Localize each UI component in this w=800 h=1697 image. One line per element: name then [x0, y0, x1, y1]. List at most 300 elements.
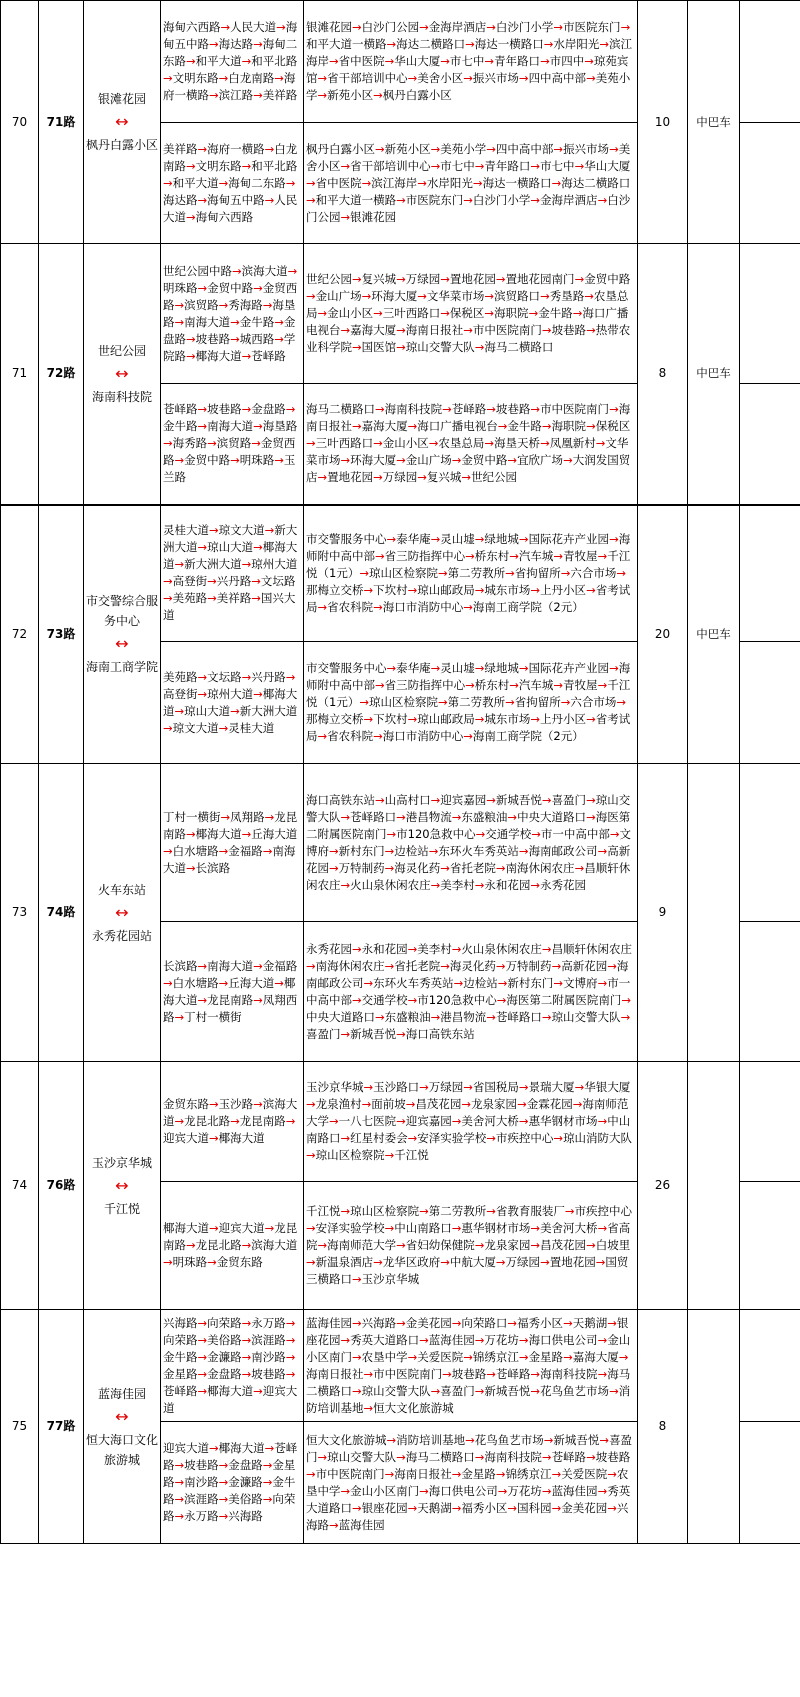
stop-name: 消防培训基地	[396, 1432, 466, 1447]
road-name: 金牛路	[163, 419, 198, 434]
route-termini	[84, 1, 161, 244]
arrow-icon: →	[451, 1466, 462, 1481]
road-name: 永万路	[251, 1315, 286, 1330]
stop-name: 银滩花园	[306, 20, 352, 34]
arrow-icon: →	[574, 272, 585, 286]
stop-name: 海口广播电视台	[417, 419, 498, 434]
stop-name: 金山广场	[405, 453, 452, 468]
road-path	[161, 1422, 304, 1544]
arrow-icon: →	[419, 1204, 429, 1218]
arrow-icon: →	[396, 1238, 406, 1252]
stop-name: 琼山区检察院	[315, 1148, 385, 1162]
road-name: 灵桂大道	[228, 720, 275, 735]
stop-name: 三叶西路口	[315, 436, 374, 451]
road-name: 海达路	[163, 192, 198, 207]
arrow-icon: →	[340, 809, 351, 824]
stop-name: 海师附中高中部	[306, 531, 631, 563]
road-name: 高登街	[172, 574, 208, 589]
stop-name: 金星路	[528, 1349, 564, 1364]
arrow-icon: →	[197, 1383, 208, 1398]
arrow-icon: →	[197, 419, 208, 434]
arrow-icon: →	[363, 975, 374, 990]
arrow-icon: →	[474, 531, 485, 546]
arrow-icon: →	[463, 71, 473, 85]
stop-name: 新温泉酒店	[315, 1255, 374, 1269]
road-name: 明珠路	[163, 280, 198, 295]
stop-name: 美舍河大桥	[540, 1221, 598, 1235]
stop-name: 世纪公园	[471, 470, 518, 485]
arrow-icon: →	[264, 141, 275, 156]
arrow-icon: →	[163, 574, 173, 589]
road-path	[161, 123, 304, 244]
road-name: 玉兰路	[163, 453, 296, 485]
arrow-icon: →	[518, 71, 529, 85]
stop-name: 琼山消防大队	[563, 1131, 633, 1145]
stop-name: 万特制药	[338, 860, 385, 875]
road-name: 椰海大道	[207, 1383, 254, 1398]
stop-name: 新城吾悦	[350, 1026, 397, 1041]
stop-list	[304, 1422, 638, 1544]
arrow-icon: →	[407, 1349, 418, 1364]
arrow-icon: →	[396, 272, 406, 286]
extra-column	[740, 1422, 800, 1544]
stop-list	[304, 922, 638, 1062]
stop-name: 海南科技院	[540, 1366, 598, 1381]
arrow-icon: →	[574, 158, 585, 173]
stop-name: 省高院	[306, 1221, 631, 1252]
arrow-icon: →	[359, 695, 369, 709]
route-termini	[84, 1310, 161, 1544]
stop-name: 海南科技院	[384, 402, 443, 417]
arrow-icon: →	[484, 289, 495, 303]
route-termini	[84, 505, 161, 764]
arrow-icon: →	[384, 843, 395, 858]
stop-name: 万绿园	[405, 272, 441, 286]
arrow-icon: →	[306, 958, 316, 973]
stop-name: 国医馆	[361, 340, 397, 354]
arrow-icon: →	[396, 192, 406, 207]
road-path	[161, 764, 304, 922]
stop-name: 中山南路口	[306, 1114, 631, 1145]
road-name: 金福路	[262, 958, 298, 973]
stop-name: 南海休闲农庄	[315, 958, 385, 973]
arrow-icon: →	[174, 557, 185, 572]
arrow-icon: →	[317, 88, 328, 102]
stop-name: 美舍河大桥	[461, 1114, 519, 1128]
stop-name: 水岸阳光	[553, 37, 600, 51]
arrow-icon: →	[251, 574, 261, 589]
arrow-icon: →	[530, 1366, 541, 1381]
stop-name: 白沙门小学	[472, 192, 531, 207]
stop-list	[304, 1310, 638, 1422]
arrow-icon: →	[474, 712, 485, 726]
arrow-icon: →	[486, 792, 496, 807]
arrow-icon: →	[437, 695, 448, 709]
arrow-icon: →	[440, 1255, 450, 1269]
stop-name: 海南邮政公司	[306, 958, 629, 990]
road-name: 高登街	[163, 686, 198, 701]
stop-name: 惠华钢材市场	[461, 1221, 531, 1235]
arrow-icon: →	[440, 958, 450, 973]
stop-name: 市交警服务中心	[306, 661, 387, 675]
stop-name: 市一中高中部	[306, 975, 631, 1007]
arrow-icon: →	[541, 323, 552, 337]
stop-name: 市疾控中心	[495, 1131, 554, 1145]
arrow-icon: →	[218, 720, 229, 735]
stop-name: 文博府	[563, 975, 598, 990]
arrow-icon: →	[597, 975, 608, 990]
stop-name: 花鸟鱼艺市场	[540, 1383, 610, 1398]
stop-name: 世纪公园	[306, 272, 352, 286]
arrow-icon: →	[530, 877, 541, 892]
arrow-icon: →	[361, 175, 372, 190]
stop-list	[304, 1182, 638, 1310]
arrow-icon: →	[540, 436, 550, 451]
road-name: 滨涯路	[184, 1492, 219, 1506]
road-name: 海垦路	[163, 297, 296, 329]
arrow-icon: →	[616, 695, 627, 709]
arrow-icon: →	[340, 158, 351, 173]
stop-name: 金海岸酒店	[428, 20, 487, 34]
stop-name: 永和花园	[361, 941, 408, 956]
arrow-icon: →	[373, 88, 383, 102]
arrow-icon: →	[220, 20, 231, 34]
road-name: 文坛路	[207, 669, 242, 684]
road-name: 和平大道	[172, 175, 219, 190]
stop-name: 花鸟鱼艺市场	[474, 1432, 544, 1447]
arrow-icon: →	[597, 678, 608, 692]
road-path	[161, 505, 304, 642]
stop-name: 琼山区检察院	[368, 695, 438, 709]
stop-name: 锦绣京江	[472, 1349, 519, 1364]
road-name: 向荣路	[163, 1332, 198, 1347]
stop-name: 市交警服务中心	[306, 531, 387, 546]
arrow-icon: →	[419, 20, 429, 34]
arrow-icon: →	[586, 792, 596, 807]
arrow-icon: →	[465, 678, 475, 692]
arrow-icon: →	[386, 661, 397, 675]
arrow-icon: →	[474, 582, 485, 597]
arrow-icon: →	[317, 1449, 328, 1464]
arrow-icon: →	[530, 1238, 541, 1252]
arrow-icon: →	[209, 1221, 219, 1235]
arrow-icon: →	[586, 712, 596, 726]
arrow-icon: →	[465, 548, 475, 563]
road-name: 新大洲大道	[184, 557, 242, 572]
arrow-icon: →	[209, 1131, 219, 1145]
road-name: 永万路	[184, 1509, 219, 1523]
arrow-icon: →	[163, 1255, 173, 1269]
road-name: 南沙路	[251, 1349, 286, 1364]
stop-name: 省教育服装厂	[495, 1204, 565, 1218]
road-name: 兴海路	[163, 1315, 198, 1330]
arrow-icon: →	[486, 20, 496, 34]
arrow-icon: →	[207, 574, 217, 589]
arrow-icon: →	[264, 523, 275, 538]
terminus-b: 枫丹白露小区	[86, 138, 159, 152]
arrow-icon: →	[509, 678, 519, 692]
route-row	[1, 1310, 800, 1422]
stop-name: 华银大厦	[584, 1080, 631, 1094]
road-name: 兴丹路	[251, 669, 286, 684]
stop-name: 蓝海佳园	[551, 1483, 598, 1498]
arrow-icon: →	[440, 306, 450, 320]
road-name: 白龙南路	[228, 71, 275, 85]
arrow-icon: →	[586, 582, 596, 597]
stop-name: 金霖花园	[526, 1097, 573, 1111]
road-name: 迎宾大道	[163, 1441, 209, 1455]
stop-name: 美舍小区	[306, 141, 631, 173]
arrow-icon: →	[428, 436, 439, 451]
arrow-icon: →	[486, 1204, 496, 1218]
road-name: 白水塘路	[172, 843, 219, 858]
arrow-icon: →	[474, 1449, 485, 1464]
arrow-icon: →	[241, 348, 252, 363]
road-name: 椰海大道	[218, 1131, 265, 1145]
stop-name: 绿地城	[484, 661, 519, 675]
stop-name: 文华菜市场	[306, 436, 629, 468]
arrow-icon: →	[361, 289, 372, 303]
terminus-a: 蓝海佳园	[97, 1386, 146, 1401]
road-name: 龙昆南路	[239, 1114, 286, 1128]
stop-name: 省干部培训中心	[327, 71, 408, 85]
arrow-icon: →	[186, 54, 196, 68]
stop-name: 海达一横路口	[482, 175, 552, 190]
stop-name: 海灵化药	[394, 860, 441, 875]
arrow-icon: →	[340, 1026, 351, 1041]
arrow-icon: →	[586, 1238, 596, 1252]
arrow-icon: →	[285, 1114, 296, 1128]
road-path	[161, 1310, 304, 1422]
sequence-number: 72	[1, 505, 39, 764]
arrow-icon: →	[274, 331, 284, 346]
route-number: 74路	[39, 764, 84, 1062]
bidirectional-arrow-icon: ↔	[115, 1175, 129, 1195]
stop-name: 嘉海大厦	[572, 1349, 619, 1364]
arrow-icon: →	[553, 548, 564, 563]
arrow-icon: →	[541, 941, 552, 956]
stop-name: 万绿园	[428, 1080, 464, 1094]
departure-interval: 26	[638, 1062, 688, 1310]
bus-type: 中巴车	[688, 1, 740, 244]
arrow-icon: →	[407, 71, 418, 85]
arrow-icon: →	[386, 531, 397, 546]
arrow-icon: →	[428, 843, 439, 858]
arrow-icon: →	[442, 402, 452, 417]
arrow-icon: →	[495, 958, 506, 973]
arrow-icon: →	[543, 1432, 554, 1447]
route-number: 73路	[39, 505, 84, 764]
arrow-icon: →	[363, 1366, 374, 1381]
stop-name: 海口广播电视台	[306, 306, 629, 337]
stop-name: 市120急救中心	[417, 992, 497, 1007]
arrow-icon: →	[218, 1492, 229, 1506]
arrow-icon: →	[373, 599, 383, 614]
stop-name: 苍峄路口	[495, 1009, 542, 1024]
arrow-icon: →	[607, 1466, 617, 1481]
arrow-icon: →	[540, 289, 550, 303]
stop-name: 金美花园	[405, 1315, 452, 1330]
arrow-icon: →	[474, 877, 485, 892]
arrow-icon: →	[230, 1114, 240, 1128]
arrow-icon: →	[530, 192, 541, 207]
road-path	[161, 1, 304, 123]
stop-name: 喜盈门	[440, 1383, 475, 1398]
stop-name: 天鹅湖	[417, 1500, 452, 1515]
arrow-icon: →	[352, 992, 362, 1007]
arrow-icon: →	[285, 175, 296, 190]
stop-name: 琼山交警大队	[405, 340, 475, 354]
arrow-icon: →	[375, 678, 385, 692]
arrow-icon: →	[386, 826, 397, 841]
departure-interval: 9	[638, 764, 688, 1062]
stop-name: 金贸中路	[584, 272, 631, 286]
arrow-icon: →	[463, 599, 473, 614]
road-name: 海达路	[218, 37, 254, 51]
stop-name: 玉沙京华城	[306, 1080, 364, 1094]
route-row	[1, 1062, 800, 1182]
stop-name: 海达二横路口	[561, 175, 631, 190]
stop-name: 千江悦	[306, 1204, 341, 1218]
stop-name: 金山小区	[327, 306, 374, 320]
stop-name: 昌茂花园	[540, 1238, 587, 1252]
arrow-icon: →	[218, 975, 229, 990]
stop-name: 永秀花园	[540, 877, 587, 892]
arrow-icon: →	[616, 565, 627, 580]
stop-name: 省中医院	[315, 175, 362, 190]
stop-name: 锦绣京江	[505, 1466, 552, 1481]
arrow-icon: →	[232, 263, 242, 278]
arrow-icon: →	[207, 436, 217, 451]
arrow-icon: →	[495, 1255, 506, 1269]
arrow-icon: →	[352, 272, 362, 286]
extra-column	[740, 764, 800, 922]
stop-name: 海马二横路口	[306, 1366, 631, 1398]
arrow-icon: →	[407, 712, 418, 726]
road-name: 金贸西路	[163, 280, 298, 312]
stop-name: 文博府	[306, 826, 632, 858]
arrow-icon: →	[262, 297, 273, 312]
stop-name: 省农科院	[327, 599, 374, 614]
arrow-icon: →	[530, 712, 541, 726]
stop-name: 福秀小区	[461, 1500, 508, 1515]
terminus-a: 火车东站	[97, 882, 146, 897]
road-name: 金盘路	[228, 1458, 263, 1472]
arrow-icon: →	[430, 141, 441, 156]
stop-name: 那梅立交桥	[306, 712, 364, 726]
arrow-icon: →	[451, 809, 462, 824]
arrow-icon: →	[285, 669, 296, 684]
stop-name: 市中医院南门	[373, 1366, 443, 1381]
stop-name: 兴海路	[306, 1500, 629, 1532]
arrow-icon: →	[543, 37, 554, 51]
road-name: 文明东路	[172, 71, 219, 85]
arrow-icon: →	[384, 1466, 395, 1481]
arrow-icon: →	[285, 402, 296, 417]
stop-name: 桥东村	[474, 548, 510, 563]
arrow-icon: →	[363, 712, 374, 726]
route-termini	[84, 244, 161, 505]
arrow-icon: →	[430, 531, 441, 546]
stop-name: 玉沙京华城	[361, 1272, 420, 1286]
arrow-icon: →	[396, 453, 406, 468]
arrow-icon: →	[251, 591, 261, 606]
arrow-icon: →	[517, 1097, 527, 1111]
stop-name: 环海大厦	[371, 289, 418, 303]
terminus-b: 海南工商学院	[86, 660, 159, 675]
arrow-icon: →	[218, 843, 229, 858]
stop-name: 喜盈门	[551, 792, 587, 807]
stop-name: 银座花园	[306, 1315, 629, 1347]
road-name: 金贸中路	[207, 280, 254, 295]
stop-name: 国贸三横路口	[306, 1255, 629, 1286]
stop-name: 海马二横路口	[484, 340, 554, 354]
route-number: 72路	[39, 244, 84, 505]
route-row	[1, 505, 800, 642]
stop-list	[304, 505, 638, 642]
road-name: 琼山大道	[184, 703, 231, 718]
arrow-icon: →	[430, 661, 441, 675]
stop-name: 海垦天桥	[494, 436, 541, 451]
arrow-icon: →	[352, 1272, 362, 1286]
arrow-icon: →	[419, 1483, 429, 1498]
arrow-icon: →	[384, 958, 395, 973]
road-name: 苍峄路	[251, 348, 286, 363]
stop-list	[304, 642, 638, 764]
arrow-icon: →	[475, 826, 486, 841]
road-name: 和平大道	[195, 54, 242, 68]
stop-name: 市四中	[549, 54, 585, 68]
stop-name: 国际花卉产业园	[528, 531, 610, 546]
arrow-icon: →	[574, 1080, 585, 1094]
road-name: 金贸中路	[184, 453, 231, 468]
stop-name: 市中医院南门	[315, 1466, 385, 1481]
stop-name: 交通学校	[485, 826, 532, 841]
arrow-icon: →	[317, 729, 328, 743]
arrow-icon: →	[461, 470, 472, 485]
bidirectional-arrow-icon: ↔	[115, 634, 129, 654]
stop-name: 金山小区南门	[306, 1332, 631, 1364]
stop-name: 坡巷路	[495, 402, 531, 417]
arrow-icon: →	[484, 436, 495, 451]
arrow-icon: →	[340, 323, 351, 337]
arrow-icon: →	[352, 419, 362, 434]
stop-name: 省干部培训中心	[350, 158, 431, 173]
arrow-icon: →	[340, 877, 351, 892]
arrow-icon: →	[586, 419, 596, 434]
stop-name: 琼苑宾馆	[306, 54, 629, 85]
road-name: 椰海大道	[218, 1441, 265, 1455]
departure-interval: 8	[638, 244, 688, 505]
stop-name: 宜欣广场	[517, 453, 564, 468]
arrow-icon: →	[285, 1315, 296, 1330]
stop-name: 海医第二附属医院南门	[506, 992, 622, 1007]
arrow-icon: →	[551, 1466, 562, 1481]
stop-name: 白沙门公园	[306, 192, 631, 224]
stop-name: 国科园	[517, 1500, 552, 1515]
arrow-icon: →	[419, 1080, 429, 1094]
road-name: 长滨路	[195, 860, 231, 875]
arrow-icon: →	[607, 958, 617, 973]
stop-name: 汽车城	[518, 678, 554, 692]
stop-name: 省三防指挥中心	[384, 548, 466, 563]
stop-name: 农垦总局	[306, 289, 629, 320]
stop-name: 金贸中路	[461, 453, 508, 468]
stop-name: 灵山墟	[440, 531, 475, 546]
stop-name: 省考试局	[306, 712, 631, 743]
stop-name: 万花坊	[507, 1483, 542, 1498]
road-name: 坡巷路	[251, 1366, 286, 1381]
